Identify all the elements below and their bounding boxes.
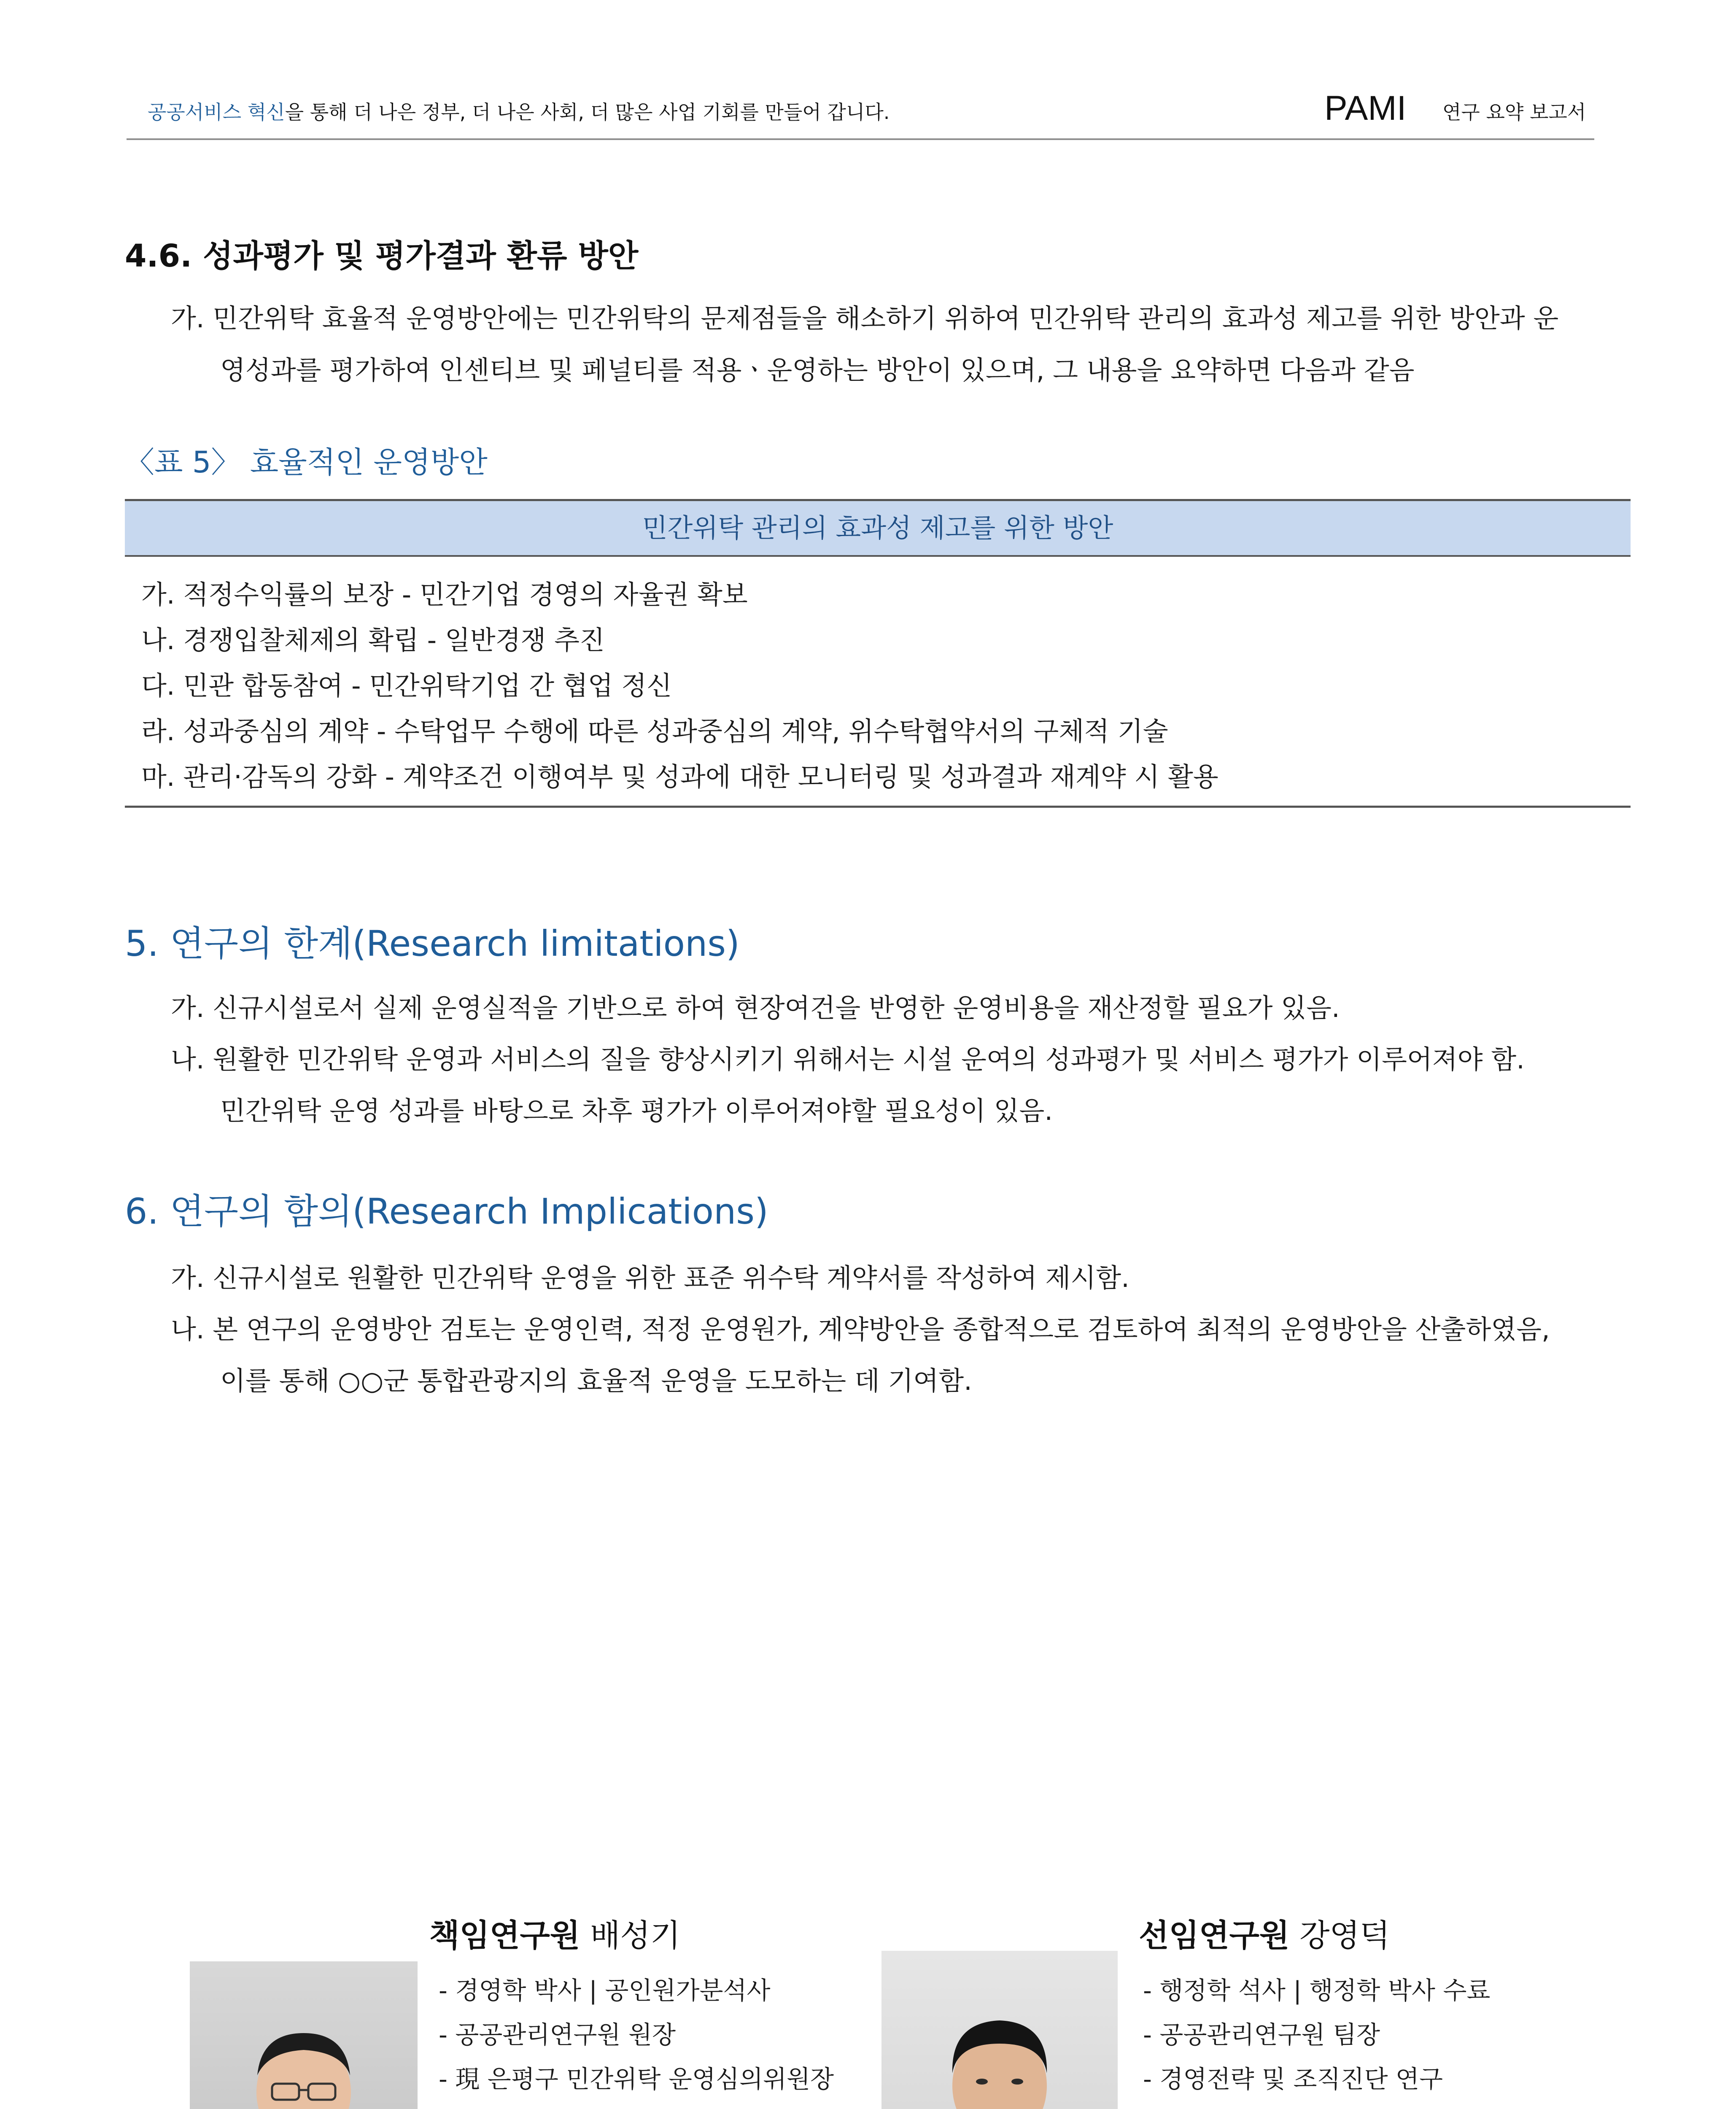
researcher-1-name: 배성기 <box>590 1918 681 1954</box>
section-5-line-1: 가. 신규시설로서 실제 운영실적을 기반으로 하여 현장여건을 반영한 운영비용을 재산정할 필요가 있음. <box>171 992 1340 1023</box>
section-5-line-2: 나. 원활한 민간위탁 운영과 서비스의 질을 향상시키기 위해서는 시설 운여의 성과평가 및 서비스 평가가 이루어져야 함. <box>171 1044 1525 1075</box>
table-caption: 〈표 5〉 효율적인 운영방안 <box>125 445 488 480</box>
table-header-label: 민간위탁 관리의 효과성 제고를 위한 방안 <box>642 512 1113 543</box>
researcher-1-role: 책임연구원 <box>429 1918 580 1954</box>
researcher-1-credential: - 경영학 박사 | 공인원가분석사 <box>439 1976 771 2005</box>
table-row: 마. 관리·감독의 강화 - 계약조건 이행여부 및 성과에 대한 모니터링 및 성과결과 재계약 시 활용 <box>141 761 1218 792</box>
section-4-6-paragraph-line-1: 가. 민간위탁 효율적 운영방안에는 민간위탁의 문제점들을 해소하기 위하여 민간위탁 관리의 효과성 제고를 위한 방안과 운 <box>171 303 1559 334</box>
researcher-1-photo <box>190 1961 418 2109</box>
section-4-6-paragraph-line-2: 영성과를 평가하여 인센티브 및 페널티를 적용ㆍ운영하는 방안이 있으며, 그 내용을 요약하면 다음과 같음 <box>220 355 1415 386</box>
slogan-highlight: 공공서비스 혁신 <box>148 101 285 124</box>
page-header <box>127 84 1594 148</box>
researcher-2-name: 강영덕 <box>1299 1918 1390 1954</box>
table-row: 나. 경쟁입찰체제의 확립 - 일반경쟁 추진 <box>141 625 605 655</box>
header-org-name: PAMI <box>1324 89 1407 127</box>
researcher-2-credential: - 행정학 석사 | 행정학 박사 수료 <box>1143 1976 1491 2005</box>
table-header <box>125 501 1631 555</box>
table-row: 다. 민관 합동참여 - 민간위탁기업 간 협업 정신 <box>141 670 672 701</box>
researcher-2-title <box>1139 1911 1390 1955</box>
researcher-1-credential: - 공공관리연구원 원장 <box>439 2020 676 2049</box>
section-6-heading: 6. 연구의 함의(Research Implications) <box>125 1191 768 1232</box>
section-6-line-3: 이를 통해 ○○군 통합관광지의 효율적 운영을 도모하는 데 기여함. <box>220 1365 972 1396</box>
table-row: 가. 적정수익률의 보장 - 민간기업 경영의 자율권 확보 <box>141 579 748 610</box>
researcher-1-credential: - 現 은평구 민간위탁 운영심의위원장 <box>439 2065 834 2093</box>
table-bottom-border <box>125 806 1631 808</box>
researcher-1-title <box>429 1911 680 1955</box>
researcher-2-credential: - 공공관리연구원 팀장 <box>1143 2020 1380 2049</box>
section-4-6-heading: 4.6. 성과평가 및 평가결과 환류 방안 <box>125 238 639 274</box>
section-5-heading: 5. 연구의 한계(Research limitations) <box>125 923 740 964</box>
table-row: 라. 성과중심의 계약 - 수탁업무 수행에 따른 성과중심의 계약, 위수탁협약서의 구체적 기술 <box>141 716 1168 747</box>
section-6-line-1: 가. 신규시설로 원활한 민간위탁 운영을 위한 표준 위수탁 계약서를 작성하여 제시함. <box>171 1262 1129 1293</box>
header-slogan <box>148 97 890 125</box>
researcher-1-credential <box>439 2104 810 2109</box>
table-header-divider <box>125 555 1631 557</box>
section-5-line-3: 민간위탁 운영 성과를 바탕으로 차후 평가가 이루어져야할 필요성이 있음. <box>220 1095 1053 1126</box>
header-report-type: 연구 요약 보고서 <box>1442 101 1586 124</box>
researcher-2-photo <box>881 1951 1118 2109</box>
researcher-2-credential: - 경영전략 및 조직진단 연구 <box>1143 2065 1443 2093</box>
section-6-line-2: 나. 본 연구의 운영방안 검토는 운영인력, 적정 운영원가, 계약방안을 종합적으로 검토하여 최적의 운영방안을 산출하였음, <box>171 1314 1550 1345</box>
researcher-2-role: 선임연구원 <box>1139 1918 1290 1954</box>
slogan-rest: 을 통해 더 나은 정부, 더 나은 사회, 더 많은 사업 기회를 만들어 갑니다. <box>285 101 890 124</box>
header-divider <box>127 138 1594 140</box>
researcher-2-credential <box>1143 2104 1522 2109</box>
